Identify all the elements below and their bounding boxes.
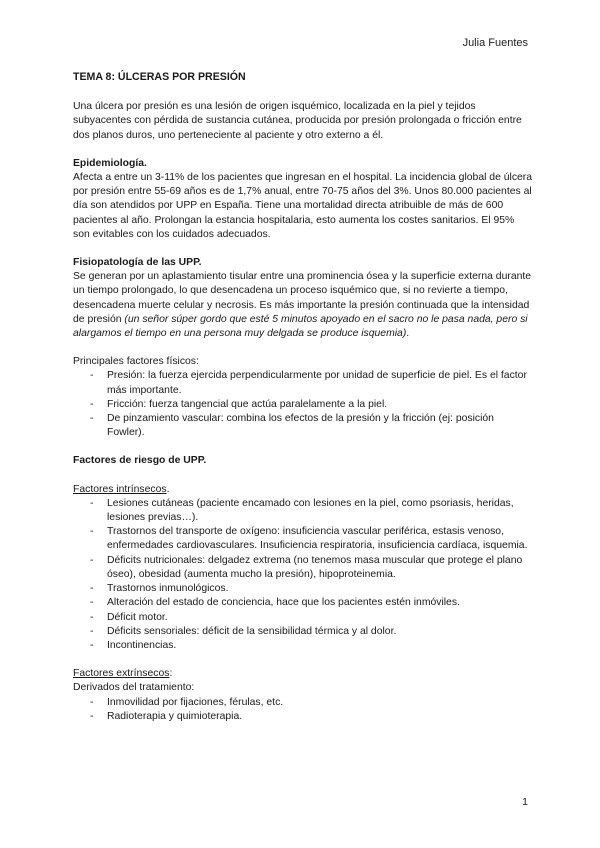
factores-fisicos-intro: Principales factores físicos: (73, 356, 199, 368)
fisiopatologia-aside: (un señor súper gordo que esté 5 minutos apoyado en el sacro no le pasa nada, pero si alargamos el tiempo en una persona muy delgada se produce isquemia) (73, 313, 528, 340)
list-item: - Radioterapia y quimioterapia. (73, 710, 533, 724)
list-item: - Incontinencias. (73, 639, 533, 653)
header-author: Julia Fuentes (462, 37, 528, 49)
list-item: - Alteración del estado de conciencia, hace que los pacientes estén inmóviles. (73, 596, 533, 610)
list-item: - Déficit motor. (73, 611, 533, 625)
factores-riesgo-heading: Factores de riesgo de UPP. (73, 455, 207, 467)
list-item: - Trastornos inmunológicos. (73, 582, 533, 596)
fisiopatologia-end: . (406, 328, 410, 340)
extrinsecos-sub: Derivados del tratamiento: (73, 682, 195, 694)
section-intrinsecos (73, 483, 533, 653)
extrinsecos-list (73, 696, 533, 724)
extrinsecos-label: Factores extrínsecos (73, 668, 170, 680)
epidemiologia-text: Afecta a entre un 3-11% de los pacientes que ingresan en el hospital. La incidencia global de úlcera por presión entre 55-69 años es de 1,7% anual, entre 70-75 años del 3%. Unos 80.000 pacientes al día son atendidos por UPP en España. Tiene una mortalidad directa atribuible de más de 600 pacientes al año. Prolongan la estancia hospitalaria, esto aumenta los costes sanitarios. El 95% son evitables con los cuidados adecuados. (73, 172, 533, 240)
fisiopatologia-heading: Fisiopatología de las UPP. (73, 257, 202, 269)
document-title: TEMA 8: ÚLCERAS POR PRESIÓN (73, 71, 246, 83)
intrinsecos-label: Factores intrínsecos (73, 483, 167, 495)
section-extrinsecos (73, 667, 533, 724)
list-item: - Lesiones cutáneas (paciente encamado con lesiones en la piel, como psoriasis, heridas, lesiones previas…). (73, 497, 533, 525)
section-factores-fisicos (73, 355, 533, 440)
list-item: - Déficits nutricionales: delgadez extrema (no tenemos masa muscular que protege el plano óseo), obesidad (aumenta mucho la presión), hipoproteinemia. (73, 554, 533, 582)
list-item: - Presión: la fuerza ejercida perpendicularmente por unidad de superficie de piel. Es el factor más importante. (73, 369, 533, 397)
intrinsecos-label-line: Factores intrínsecos. (73, 483, 170, 495)
list-item: - De pinzamiento vascular: combina los efectos de la presión y la fricción (ej: posición Fowler). (73, 412, 533, 440)
section-factores-riesgo (73, 454, 533, 468)
list-item: - Fricción: fuerza tangencial que actúa paralelamente a la piel. (73, 398, 533, 412)
intro-paragraph: Una úlcera por presión es una lesión de origen isquémico, localizada en la piel y tejidos subyacentes con pérdida de sustancia cutánea, producida por presión prolongada o fricción entre dos planos duros, uno perteneciente al paciente y otro externo a él. (73, 101, 522, 141)
epidemiologia-heading: Epidemiología. (73, 157, 147, 169)
list-item: - Trastornos del transporte de oxígeno: insuficiencia vascular periférica, estasis venoso, enfermedades cardiovasculares. Insuficiencia respiratoria, insuficiencia cardíaca, isquemia. (73, 525, 533, 553)
section-fisiopatologia (73, 256, 533, 341)
section-epidemiologia (73, 157, 533, 242)
factores-fisicos-list (73, 369, 533, 440)
page-number: 1 (522, 796, 528, 808)
intrinsecos-list (73, 497, 533, 653)
extrinsecos-label-line: Factores extrínsecos: (73, 668, 173, 680)
fisiopatologia-text: Se generan por un aplastamiento tisular entre una prominencia ósea y la superficie externa durante un tiempo prolongado, lo que desencadena un proceso isquémico que, si no revierte a tiempo, desencadena muerte celular y necrosis. Es más importante la presión continuada que la intensidad de presión (73, 271, 532, 325)
list-item: - Inmovilidad por fijaciones, férulas, etc. (73, 696, 533, 710)
fisiopatologia-paragraph (73, 270, 533, 341)
document-content (73, 70, 533, 724)
list-item: - Déficits sensoriales: déficit de la sensibilidad térmica y al dolor. (73, 625, 533, 639)
